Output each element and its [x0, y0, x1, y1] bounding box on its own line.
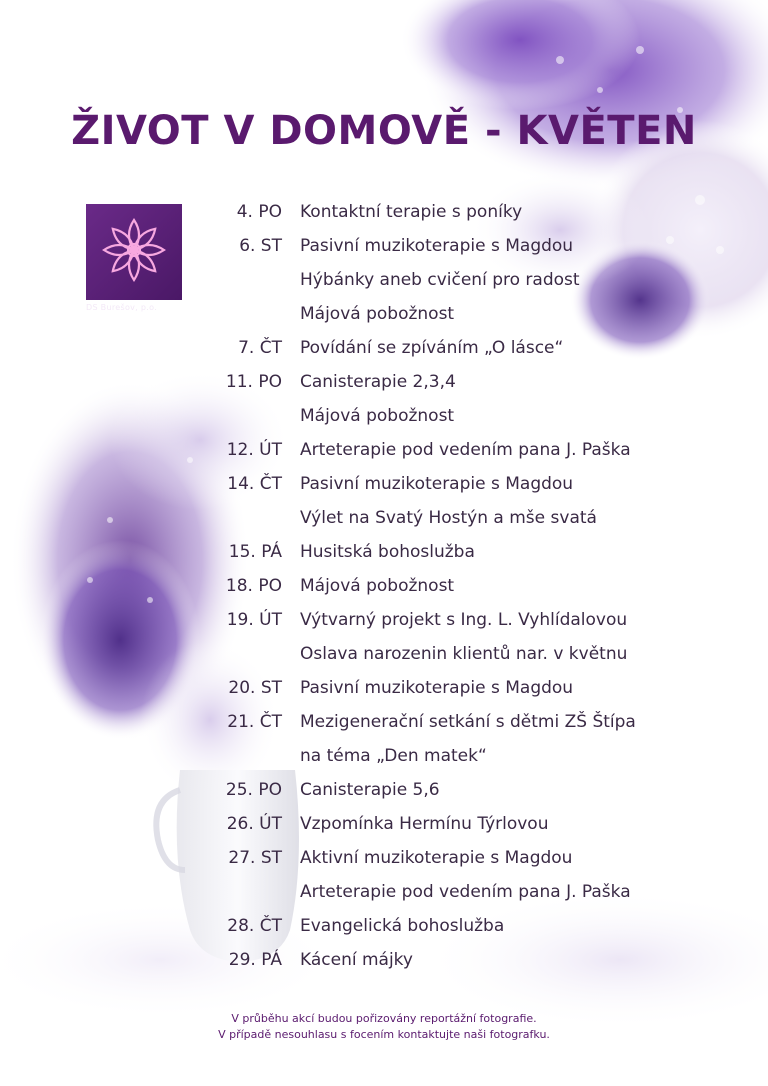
event-row — [0, 639, 768, 669]
event-row — [0, 265, 768, 295]
event-date: 29. PÁ — [228, 950, 282, 970]
event-date: 25. PO — [225, 780, 282, 800]
event-row — [0, 197, 768, 227]
event-row — [0, 299, 768, 329]
event-row — [0, 707, 768, 737]
event-row — [0, 571, 768, 601]
event-date: 19. ÚT — [226, 610, 282, 630]
event-description: Canisterapie 5,6 — [300, 780, 440, 800]
event-description: Výlet na Svatý Hostýn a mše svatá — [300, 508, 597, 528]
photo-notice-line-1: V průběhu akcí budou pořizovány reportážní fotografie. — [231, 1012, 537, 1025]
event-description: Evangelická bohoslužba — [300, 916, 505, 936]
event-row — [0, 809, 768, 839]
event-description: Canisterapie 2,3,4 — [300, 372, 456, 392]
page-title: ŽIVOT V DOMOVĚ - KVĚTEN — [71, 108, 697, 154]
event-row — [0, 231, 768, 261]
event-date: 21. ČT — [227, 712, 282, 732]
event-row — [0, 911, 768, 941]
event-description: na téma „Den matek“ — [300, 746, 487, 766]
event-date: 14. ČT — [227, 474, 282, 494]
event-date: 7. ČT — [238, 338, 282, 358]
event-description: Vzpomínka Hermínu Týrlovou — [300, 814, 549, 834]
event-date: 20. ST — [228, 678, 282, 698]
event-description: Pasivní muzikoterapie s Magdou — [300, 678, 574, 698]
event-date: 6. ST — [239, 236, 282, 256]
event-date: 11. PO — [225, 372, 282, 392]
event-row — [0, 741, 768, 771]
photo-notice-line-2: V případě nesouhlasu s focením kontaktujte naši fotografku. — [218, 1028, 550, 1041]
event-row — [0, 843, 768, 873]
event-description: Pasivní muzikoterapie s Magdou — [300, 236, 574, 256]
event-description: Kontaktní terapie s poníky — [300, 202, 523, 222]
event-row — [0, 469, 768, 499]
logo-caption: DS Burešov, p.o. — [86, 303, 157, 312]
event-description: Májová pobožnost — [300, 576, 455, 596]
event-date: 4. PO — [236, 202, 282, 222]
event-row — [0, 503, 768, 533]
event-date: 12. ÚT — [226, 440, 282, 460]
photo-notice — [0, 1011, 768, 1043]
event-date: 28. ČT — [227, 916, 282, 936]
event-row — [0, 333, 768, 363]
event-description: Výtvarný projekt s Ing. L. Vyhlídalovou — [300, 610, 628, 630]
event-row — [0, 605, 768, 635]
event-row — [0, 877, 768, 907]
event-date: 26. ÚT — [226, 814, 282, 834]
event-date: 15. PÁ — [228, 542, 282, 562]
event-description: Oslava narozenin klientů nar. v květnu — [300, 644, 628, 664]
event-row — [0, 435, 768, 465]
event-description: Mezigenerační setkání s dětmi ZŠ Štípa — [300, 712, 636, 732]
event-description: Májová pobožnost — [300, 406, 455, 426]
event-description: Aktivní muzikoterapie s Magdou — [300, 848, 573, 868]
event-row — [0, 945, 768, 975]
event-description: Husitská bohoslužba — [300, 542, 475, 562]
event-row — [0, 673, 768, 703]
event-row — [0, 367, 768, 397]
event-row — [0, 401, 768, 431]
event-description: Arteterapie pod vedením pana J. Paška — [300, 440, 631, 460]
event-description: Pasivní muzikoterapie s Magdou — [300, 474, 574, 494]
event-description: Arteterapie pod vedením pana J. Paška — [300, 882, 631, 902]
event-row — [0, 537, 768, 567]
event-row — [0, 775, 768, 805]
event-date: 27. ST — [228, 848, 282, 868]
event-date: 18. PO — [225, 576, 282, 596]
event-description: Povídání se zpíváním „O lásce“ — [300, 338, 564, 358]
event-description: Májová pobožnost — [300, 304, 455, 324]
event-description: Kácení májky — [300, 950, 413, 970]
event-description: Hýbánky aneb cvičení pro radost — [300, 270, 580, 290]
